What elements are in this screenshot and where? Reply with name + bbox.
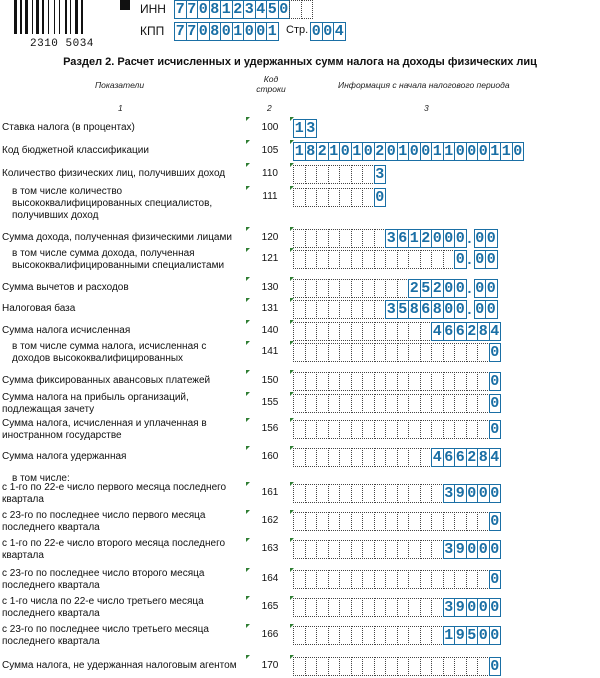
kpp-digit: 0 [244,23,254,40]
row-label: с 23-го по последнее число третьего месяца последнего квартала [2,624,209,647]
digit-cell: 0 [490,395,500,412]
inn-digit: 0 [279,1,289,18]
line-code: 162 [261,515,279,526]
table-row [0,512,600,534]
inn-digit: 0 [198,1,208,18]
digit-cell: 0 [455,143,465,160]
kpp-label: КПП [140,24,165,38]
row-label: в том числе количество высококвалифицированных специалистов, получивших доход [12,186,213,221]
line-code: 166 [261,629,279,640]
table-row [0,279,600,301]
corner-tick-icon [246,482,250,486]
corner-tick-icon [246,163,250,167]
digit-cell: 8 [478,449,488,466]
row-label: Сумма налога исчисленная [2,325,131,336]
table-row [0,448,600,470]
value-field-121[interactable] [293,250,497,269]
digit-cell: 0 [467,541,477,558]
table-row [0,343,600,365]
table-row [0,484,600,506]
digit-cell: 1 [294,143,304,160]
kopeck-cell: 0 [475,251,485,268]
corner-tick-icon [246,227,250,231]
value-field-166[interactable] [293,626,500,645]
page-label: Стр. [286,24,309,36]
inn-digit: 1 [221,1,231,18]
value-field-155[interactable] [293,394,500,413]
line-code: 163 [261,543,279,554]
digit-cell: 3 [375,166,385,183]
digit-cell: 5 [467,627,477,644]
table-row [0,570,600,592]
digit-cell: 0 [490,599,500,616]
value-field-140[interactable] [293,322,500,341]
decimal-point: . [467,280,472,296]
table-row [0,165,600,187]
digit-cell: 0 [490,658,500,675]
page-digit: 0 [311,23,321,40]
kpp-digit: 0 [198,23,208,40]
digit-cell: 0 [455,251,465,268]
page-digit: 4 [334,23,344,40]
row-label: с 1-го по 22-е число второго месяца последнего квартала [2,538,226,561]
digit-cell: 0 [490,627,500,644]
digit-cell: 3 [444,541,454,558]
digit-cell: 0 [478,599,488,616]
inn-digit: 7 [175,1,185,18]
digit-cell: 0 [444,280,454,297]
corner-tick-icon [246,117,250,121]
digit-cell: 4 [490,449,500,466]
digit-cell: 1 [409,230,419,247]
digit-cell: 1 [444,627,454,644]
digit-cell: 2 [409,280,419,297]
line-code: 156 [261,423,279,434]
row-label: с 23-го по последнее число второго месяца последнего квартала [2,568,205,591]
digit-cell: 0 [467,599,477,616]
row-label: Количество физических лиц, получивших доход [2,168,226,179]
value-field-162[interactable] [293,512,500,531]
row-label: Сумма налога удержанная [2,451,127,462]
kopeck-cell: 0 [486,251,496,268]
value-field-150[interactable] [293,372,500,391]
digit-cell: 0 [455,230,465,247]
line-code: 161 [261,487,279,498]
digit-cell: 5 [398,301,408,318]
inn-digit: 2 [233,1,243,18]
digit-cell: 4 [432,323,442,340]
value-field-111[interactable] [293,188,385,207]
corner-tick-icon [246,277,250,281]
row-label: Ставка налога (в процентах) [2,122,135,133]
corner-tick-icon [246,392,250,396]
digit-cell: 0 [432,230,442,247]
digit-cell: 0 [421,143,431,160]
row-label: Налоговая база [2,303,76,314]
decimal-point: . [467,301,472,317]
kopeck-cell: 0 [475,301,485,318]
kopeck-cell: 0 [486,230,496,247]
inn-digit: 5 [267,1,277,18]
inn-label: ИНН [140,2,166,16]
table-row [0,372,600,394]
corner-tick-icon [246,446,250,450]
section-title: Раздел 2. Расчет исчисленных и удержанных сумм налога на доходы физических лиц [63,56,537,68]
value-field-100[interactable] [293,119,316,138]
value-field-141[interactable] [293,343,500,362]
digit-cell: 6 [444,323,454,340]
digit-cell: 4 [432,449,442,466]
value-field-160[interactable] [293,448,500,467]
digit-cell: 2 [317,143,327,160]
corner-tick-icon [246,596,250,600]
line-code: 111 [262,191,278,202]
inn-digit: 8 [210,1,220,18]
digit-cell: 0 [340,143,350,160]
row-label: Сумма дохода, полученная физическими лицами [2,232,232,243]
digit-cell: 0 [375,189,385,206]
digit-cell: 0 [455,280,465,297]
table-row [0,300,600,322]
digit-cell: 6 [455,323,465,340]
line-code: 100 [261,122,279,133]
digit-cell: 5 [421,280,431,297]
digit-cell: 9 [455,599,465,616]
row-label: в том числе: [12,473,70,484]
digit-cell: 3 [386,301,396,318]
decimal-point: . [467,230,472,246]
corner-tick-icon [246,538,250,542]
row-label: с 1-го по 22-е число первого месяца последнего квартала [2,482,227,505]
table-row [0,250,600,272]
digit-cell: 4 [490,323,500,340]
digit-cell: 0 [444,301,454,318]
row-label: в том числе сумма дохода, полученная высококвалифицированными специалистами [12,248,225,271]
digit-cell: 1 [490,143,500,160]
digit-cell: 0 [363,143,373,160]
decimal-point: . [467,251,472,267]
col-num-2: 2 [267,103,272,113]
table-row [0,626,600,648]
line-code: 155 [261,397,279,408]
digit-cell: 0 [386,143,396,160]
row-label: Сумма налога, исчисленная и уплаченная в иностранном государстве [2,418,207,441]
digit-cell: 0 [490,344,500,361]
value-field-130[interactable] [293,279,497,298]
kpp-digit: 7 [187,23,197,40]
barcode [14,0,114,34]
corner-tick-icon [246,320,250,324]
digit-cell: 0 [490,485,500,502]
row-label: Сумма налога, не удержанная налоговым агентом [2,660,237,671]
table-row [0,394,600,416]
inn-digit: 7 [187,1,197,18]
digit-cell: 8 [306,143,316,160]
digit-cell: 9 [455,541,465,558]
value-field-163[interactable] [293,540,500,559]
corner-tick-icon [246,624,250,628]
corner-tick-icon [246,341,250,345]
kpp-digit: 1 [233,23,243,40]
line-code: 164 [261,573,279,584]
digit-cell: 0 [478,485,488,502]
digit-cell: 8 [409,301,419,318]
kopeck-cell: 0 [486,301,496,318]
line-code: 121 [261,253,279,264]
table-row [0,119,600,141]
inn-field[interactable] [174,0,312,19]
col-line-code: Код строки [256,74,286,94]
digit-cell: 6 [398,230,408,247]
kpp-digit: 1 [267,23,277,40]
table-row [0,540,600,562]
digit-cell: 0 [478,143,488,160]
kpp-field[interactable] [174,22,278,41]
corner-marker [120,0,130,10]
line-code: 150 [261,375,279,386]
digit-cell: 1 [501,143,511,160]
digit-cell: 1 [352,143,362,160]
digit-cell: 0 [513,143,523,160]
line-code: 131 [261,303,279,314]
row-label: Сумма вычетов и расходов [2,282,129,293]
kopeck-cell: 0 [486,280,496,297]
digit-cell: 1 [398,143,408,160]
digit-cell: 8 [432,301,442,318]
digit-cell: 0 [490,513,500,530]
barcode-number: 2310 5034 [30,38,94,50]
value-field-110[interactable] [293,165,385,184]
digit-cell: 0 [490,571,500,588]
corner-tick-icon [246,655,250,659]
digit-cell: 2 [432,280,442,297]
line-code: 170 [261,660,279,671]
corner-tick-icon [246,140,250,144]
digit-cell: 6 [455,449,465,466]
digit-cell: 0 [409,143,419,160]
line-code: 140 [261,325,279,336]
digit-cell: 1 [294,120,304,137]
value-field-164[interactable] [293,570,500,589]
value-field-161[interactable] [293,484,500,503]
corner-tick-icon [246,568,250,572]
col-info: Информация с начала налогового периода [338,80,510,90]
kopeck-cell: 0 [475,230,485,247]
page-number-field[interactable] [310,22,345,41]
line-code: 105 [261,145,279,156]
col-num-3: 3 [424,103,429,113]
col-num-1: 1 [118,103,123,113]
digit-cell: 8 [478,323,488,340]
digit-cell: 0 [467,143,477,160]
table-row [0,657,600,678]
inn-digit [301,0,314,19]
table-row [0,186,600,221]
value-field-120[interactable] [293,229,497,248]
row-label: с 23-го по последнее число первого месяца последнего квартала [2,510,206,533]
row-label: с 1-го числа по 22-е число третьего месяца последнего квартала [2,596,204,619]
line-code: 120 [261,232,279,243]
kpp-digit: 0 [256,23,266,40]
digit-cell: 0 [478,541,488,558]
page-digit: 0 [323,23,333,40]
digit-cell: 2 [467,449,477,466]
inn-digit: 3 [244,1,254,18]
value-field-105[interactable] [293,142,523,161]
digit-cell: 0 [444,230,454,247]
row-label: в том числе сумма налога, исчисленная с доходов высококвалифицированных [12,341,207,364]
digit-cell: 9 [455,627,465,644]
value-field-131[interactable] [293,300,497,319]
digit-cell: 1 [432,143,442,160]
digit-cell: 0 [467,485,477,502]
digit-cell: 1 [329,143,339,160]
col-indicators: Показатели [95,80,145,90]
corner-tick-icon [246,298,250,302]
digit-cell: 3 [444,485,454,502]
corner-tick-icon [246,370,250,374]
inn-digit: 4 [256,1,266,18]
line-code: 165 [261,601,279,612]
digit-cell: 0 [490,373,500,390]
row-label: Сумма фиксированных авансовых платежей [2,375,211,386]
row-label: Сумма налога на прибыль организаций, подлежащая зачету [2,392,189,415]
digit-cell: 6 [444,449,454,466]
value-field-165[interactable] [293,598,500,617]
digit-cell: 0 [490,421,500,438]
kpp-digit: 8 [210,23,220,40]
digit-cell: 3 [444,599,454,616]
corner-tick-icon [246,418,250,422]
value-field-170[interactable] [293,657,500,676]
kopeck-cell: 0 [475,280,485,297]
table-row [0,142,600,164]
digit-cell: 0 [455,301,465,318]
line-code: 130 [261,282,279,293]
kpp-digit: 7 [175,23,185,40]
line-code: 141 [261,346,279,357]
digit-cell: 6 [421,301,431,318]
kpp-digit: 0 [221,23,231,40]
digit-cell: 0 [478,627,488,644]
value-field-156[interactable] [293,420,500,439]
digit-cell: 9 [455,485,465,502]
digit-cell: 0 [490,541,500,558]
table-row [0,598,600,620]
digit-cell: 3 [306,120,316,137]
table-row [0,420,600,442]
corner-tick-icon [246,248,250,252]
digit-cell: 1 [444,143,454,160]
row-label: Код бюджетной классификации [2,145,149,156]
digit-cell: 2 [467,323,477,340]
corner-tick-icon [246,510,250,514]
corner-tick-icon [246,186,250,190]
digit-cell: 2 [421,230,431,247]
digit-cell: 2 [375,143,385,160]
line-code: 110 [262,168,278,179]
line-code: 160 [261,451,279,462]
digit-cell: 3 [386,230,396,247]
